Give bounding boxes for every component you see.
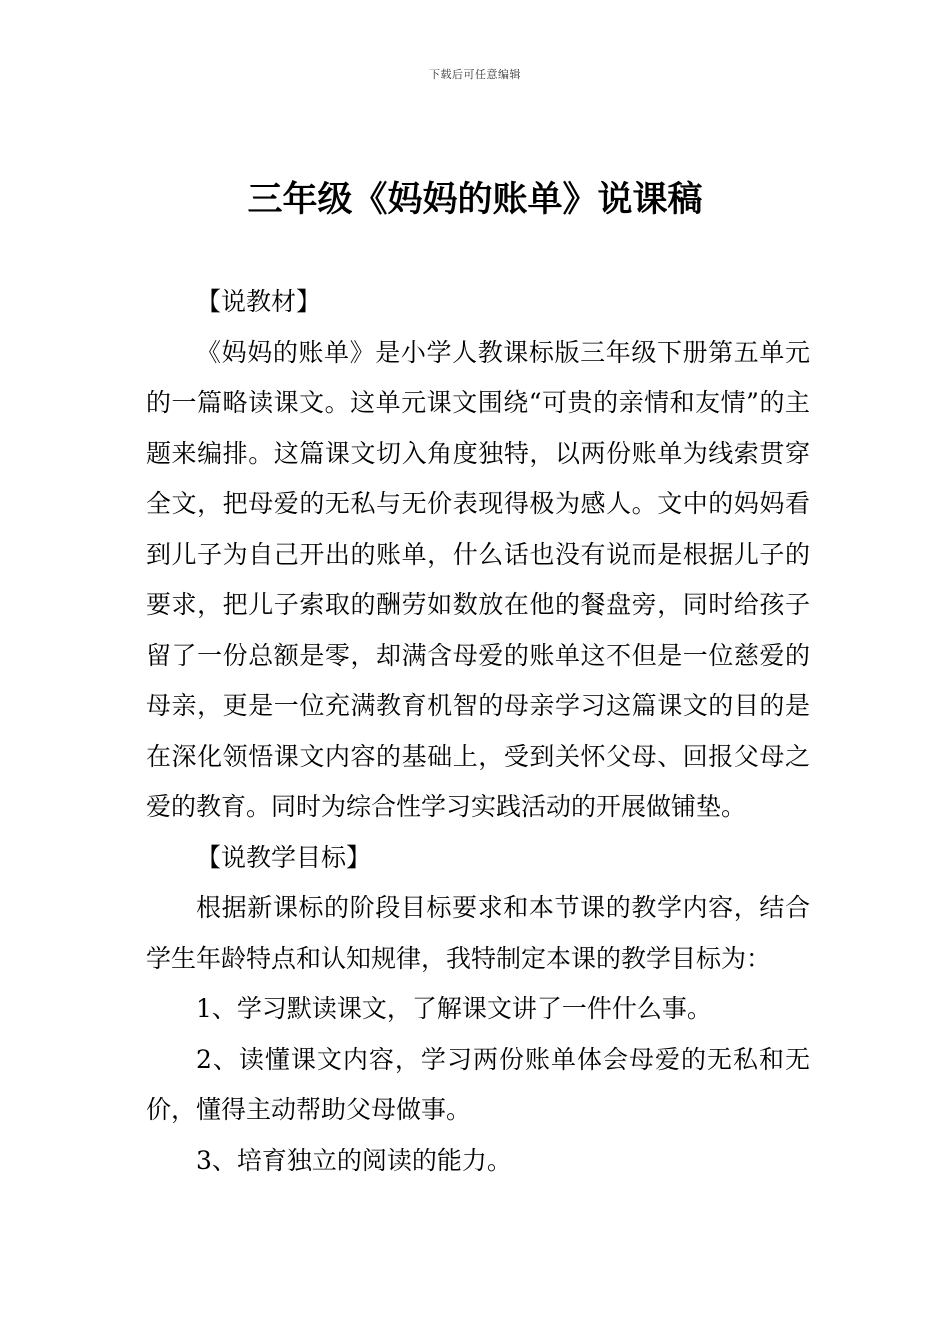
section-heading-teaching-goals: 【说教学目标】 <box>196 842 372 872</box>
paragraph-goals-intro: 根据新课标的阶段目标要求和本节课的教学内容，结合学生年龄特点和认知规律，我特制定本课的教学目标为： <box>146 893 810 973</box>
section-heading-teaching-material: 【说教材】 <box>196 287 322 316</box>
paragraph-material-description: 《妈妈的账单》是小学人教课标版三年级下册第五单元的一篇略读课文。这单元课文围绕“可贵的亲情和友情”的主题来编排。这篇课文切入角度独特，以两份账单为线索贯穿全文，把母爱的无私与无价表现得极为感人。文中的妈妈看到儿子为自己开出的账单，什么话也没有说而是根据儿子的要求，把儿子索取的酬劳如数放在他的餐盘旁，同时给孩子留了一份总额是零，却满含母爱的账单这不但是一位慈爱的母亲，更是一位充满教育机智的母亲学习这篇课文的目的是在深化领悟课文内容的基础上，受到关怀父母、回报父母之爱的教育。同时为综合性学习实践活动的开展做铺垫。 <box>146 337 810 821</box>
document-title: 三年级《妈妈的账单》说课稿 <box>247 179 703 220</box>
goal-item-3: 3、培育独立的阅读的能力。 <box>196 1145 512 1175</box>
goal-item-1: 1、学习默读课文，了解课文讲了一件什么事。 <box>196 994 712 1023</box>
goal-item-2: 2、读懂课文内容，学习两份账单体会母爱的无私和无价，懂得主动帮助父母做事。 <box>146 1044 810 1124</box>
header-note: 下载后可任意编辑 <box>429 68 521 81</box>
document-body <box>146 277 810 1186</box>
